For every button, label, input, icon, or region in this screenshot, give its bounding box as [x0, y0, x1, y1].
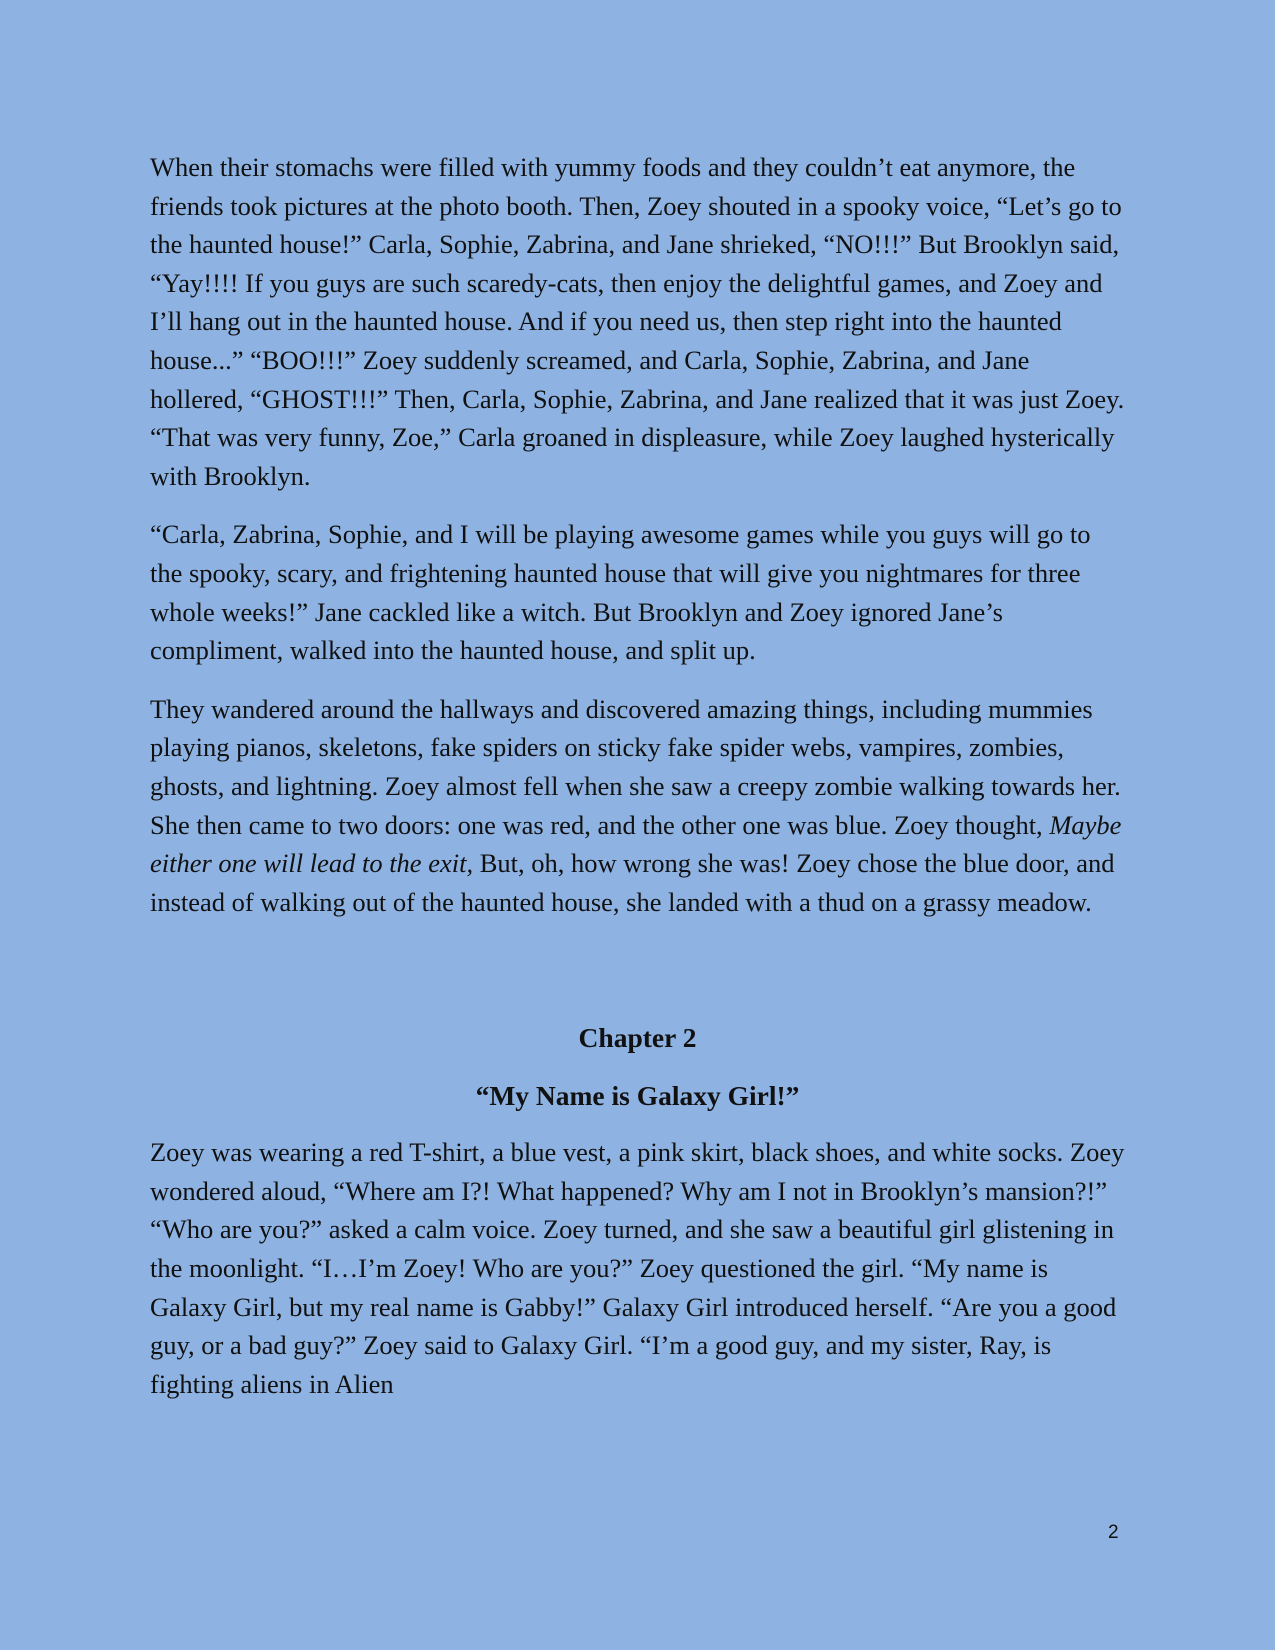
chapter-title: “My Name is Galaxy Girl!”: [475, 1080, 800, 1112]
section-spacer: [150, 941, 1125, 1019]
zoey-thought-italic: Maybe either one will lead to the exit,: [150, 809, 1122, 879]
page-number: 2: [1108, 1522, 1119, 1543]
paragraph-jane-cackles: “Carla, Zabrina, Sophie, and I will be playing awesome games while you guys will go to the spooky, scary, and frightening haunted house that will give you nightmares for three whole weeks!” Jane cackled like a witch. But Brooklyn and Zoey ignored Jane’s compliment, walked into the haunted house, and split up.: [150, 519, 1091, 666]
paragraph-photo-booth: When their stomachs were filled with yummy foods and they couldn’t eat anymore, the friends took pictures at the photo booth. Then, Zoey shouted in a spooky voice, “Let’s go to the haunted house!” Carla, Sophie, Zabrina, and Jane shrieked, “NO!!!” But Brooklyn said, “Yay!!!! If you guys are such scaredy-cats, then enjoy the delightful games, and Zoey and I’ll hang out in the haunted house. And if you need us, then step right into the haunted house...” “BOO!!!” Zoey suddenly screamed, and Carla, Sophie, Zabrina, and Jane hollered, “GHOST!!!” Then, Carla, Sophie, Zabrina, and Jane realized that it was just Zoey. “That was very funny, Zoe,” Carla groaned in displeasure, while Zoey laughed hysterically with Brooklyn.: [150, 152, 1125, 491]
chapter-heading: Chapter 2: [578, 1022, 697, 1054]
page-body: [150, 148, 1125, 1423]
paragraph-text-before-thought: They wandered around the hallways and discovered amazing things, including mummies playing pianos, skeletons, fake spiders on sticky fake spider webs, vampires, zombies, ghosts, and lightning. Zoey almost fell when she saw a creepy zombie walking towards her. She then came to two doors: one was red, and the other one was blue. Zoey thought,: [150, 693, 1121, 840]
paragraph-text-after-thought: But, oh, how wrong she was! Zoey chose the blue door, and instead of walking out of the haunted house, she landed with a thud on a grassy meadow.: [150, 848, 1115, 917]
paragraph-galaxy-girl: Zoey was wearing a red T-shirt, a blue vest, a pink skirt, black shoes, and white socks. Zoey wondered aloud, “Where am I?! What happened? Why am I not in Brooklyn’s mansion?!” “Who are you?” asked a calm voice. Zoey turned, and she saw a beautiful girl glistening in the moonlight. “I…I’m Zoey! Who are you?” Zoey questioned the girl. “My name is Galaxy Girl, but my real name is Gabby!” Galaxy Girl introduced herself. “Are you a good guy, or a bad guy?” Zoey said to Galaxy Girl. “I’m a good guy, and my sister, Ray, is fighting aliens in Alien: [150, 1137, 1125, 1399]
paragraph-haunted-house: [150, 690, 1125, 922]
